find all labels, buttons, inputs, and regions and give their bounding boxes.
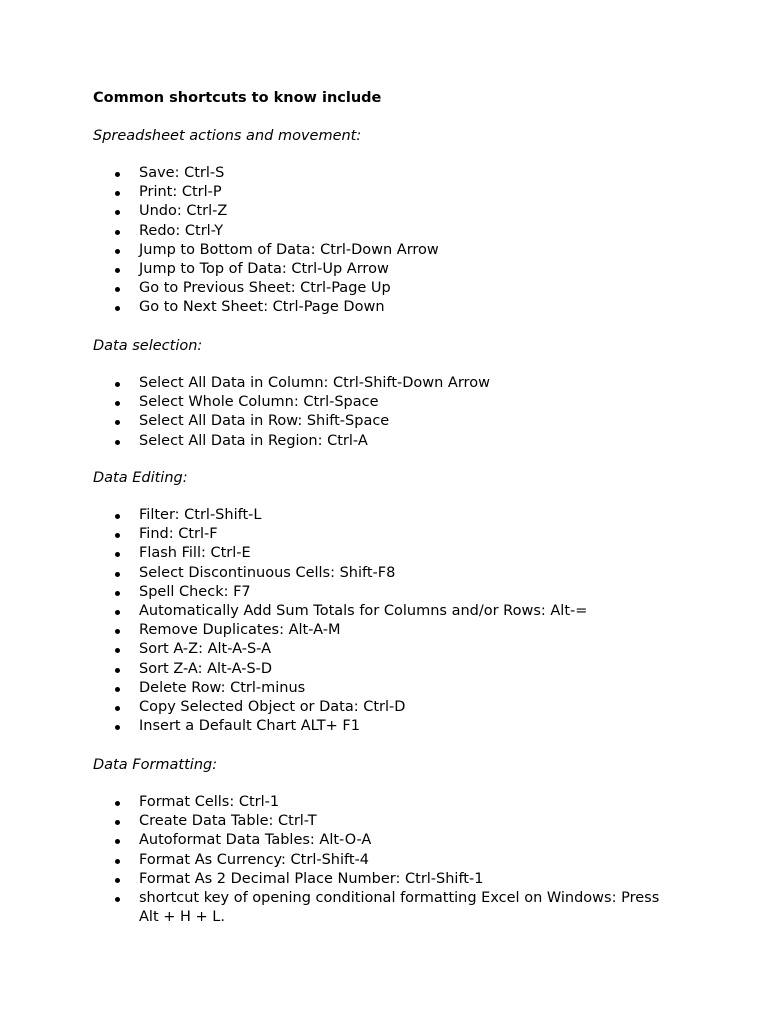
list-item-text: Jump to Bottom of Data: Ctrl-Down Arrow bbox=[139, 241, 439, 258]
bullet-icon bbox=[115, 591, 120, 596]
list-item-text: Jump to Top of Data: Ctrl-Up Arrow bbox=[139, 261, 389, 278]
shortcut-list-data-selection bbox=[0, 374, 768, 451]
bullet-icon bbox=[115, 191, 120, 196]
section-heading-data-editing: Data Editing: bbox=[93, 470, 188, 486]
bullet-icon bbox=[115, 230, 120, 235]
list-item-text: Undo: Ctrl-Z bbox=[139, 203, 228, 220]
list-item-text: Format As 2 Decimal Place Number: Ctrl-Shift-1 bbox=[139, 870, 484, 887]
document-title: Common shortcuts to know include bbox=[93, 90, 382, 106]
bullet-icon bbox=[115, 610, 120, 615]
list-item bbox=[0, 432, 768, 451]
bullet-icon bbox=[115, 687, 120, 692]
list-item-text: Select All Data in Column: Ctrl-Shift-Down Arrow bbox=[139, 375, 490, 391]
bullet-icon bbox=[115, 897, 120, 902]
list-item bbox=[0, 621, 768, 640]
list-item bbox=[0, 812, 768, 831]
list-item bbox=[0, 870, 768, 889]
bullet-icon bbox=[115, 629, 120, 634]
list-item-text: Sort A-Z: Alt-A-S-A bbox=[139, 641, 272, 658]
bullet-icon bbox=[115, 382, 120, 387]
list-item bbox=[0, 679, 768, 698]
bullet-icon bbox=[115, 725, 120, 730]
list-item bbox=[0, 374, 768, 393]
list-item bbox=[0, 241, 768, 260]
list-item-text: Select Whole Column: Ctrl-Space bbox=[139, 394, 379, 411]
list-item bbox=[0, 564, 768, 583]
list-item-text: Create Data Table: Ctrl-T bbox=[139, 813, 317, 830]
bullet-icon bbox=[115, 287, 120, 292]
list-item-text: Insert a Default Chart ALT+ F1 bbox=[139, 718, 360, 735]
bullet-icon bbox=[115, 514, 120, 519]
list-item-text: Remove Duplicates: Alt-A-M bbox=[139, 622, 341, 639]
list-item bbox=[0, 412, 768, 431]
list-item-text: Flash Fill: Ctrl-E bbox=[139, 545, 251, 562]
list-item-text: Sort Z-A: Alt-A-S-D bbox=[139, 660, 273, 677]
list-item bbox=[0, 640, 768, 659]
list-item-text: Select Discontinuous Cells: Shift-F8 bbox=[139, 564, 396, 581]
section-heading-data-selection: Data selection: bbox=[93, 338, 203, 354]
section-heading-data-formatting: Data Formatting: bbox=[93, 757, 218, 773]
list-item bbox=[0, 793, 768, 812]
list-item-text: Automatically Add Sum Totals for Columns and/or Rows: Alt-= bbox=[139, 603, 588, 620]
list-item bbox=[0, 660, 768, 679]
bullet-icon bbox=[115, 859, 120, 864]
bullet-icon bbox=[115, 268, 120, 273]
bullet-icon bbox=[115, 552, 120, 557]
list-item bbox=[0, 583, 768, 602]
list-item bbox=[0, 851, 768, 870]
list-item bbox=[0, 506, 768, 525]
bullet-icon bbox=[115, 839, 120, 844]
list-item-text: Autoformat Data Tables: Alt-O-A bbox=[139, 832, 372, 849]
list-item-text: Copy Selected Object or Data: Ctrl-D bbox=[139, 699, 406, 716]
list-item-text: Select All Data in Region: Ctrl-A bbox=[139, 432, 368, 449]
list-item bbox=[0, 298, 768, 317]
list-item-text: Go to Previous Sheet: Ctrl-Page Up bbox=[139, 280, 391, 297]
list-item bbox=[0, 831, 768, 850]
list-item bbox=[0, 544, 768, 563]
bullet-icon bbox=[115, 572, 120, 577]
list-item bbox=[0, 393, 768, 412]
list-item-text: Save: Ctrl-S bbox=[139, 165, 225, 181]
bullet-icon bbox=[115, 878, 120, 883]
bullet-icon bbox=[115, 668, 120, 673]
shortcut-list-spreadsheet-actions bbox=[0, 164, 768, 318]
bullet-icon bbox=[115, 533, 120, 538]
list-item-text: Filter: Ctrl-Shift-L bbox=[139, 507, 262, 523]
list-item bbox=[0, 260, 768, 279]
list-item-text: Format As Currency: Ctrl-Shift-4 bbox=[139, 851, 370, 868]
bullet-icon bbox=[115, 820, 120, 825]
bullet-icon bbox=[115, 706, 120, 711]
list-item-text: Format Cells: Ctrl-1 bbox=[139, 794, 280, 810]
bullet-icon bbox=[115, 306, 120, 311]
list-item-text: Find: Ctrl-F bbox=[139, 526, 218, 543]
bullet-icon bbox=[115, 401, 120, 406]
bullet-icon bbox=[115, 172, 120, 177]
list-item bbox=[0, 698, 768, 717]
section-heading-spreadsheet-actions: Spreadsheet actions and movement: bbox=[93, 128, 362, 144]
list-item bbox=[0, 279, 768, 298]
bullet-icon bbox=[115, 440, 120, 445]
bullet-icon bbox=[115, 801, 120, 806]
shortcut-list-data-editing bbox=[0, 506, 768, 736]
list-item-text: Delete Row: Ctrl-minus bbox=[139, 679, 306, 696]
list-item bbox=[0, 164, 768, 183]
list-item-text: Redo: Ctrl-Y bbox=[139, 222, 224, 239]
bullet-icon bbox=[115, 420, 120, 425]
list-item-text: Select All Data in Row: Shift-Space bbox=[139, 413, 390, 430]
list-item bbox=[0, 889, 768, 927]
list-item bbox=[0, 183, 768, 202]
shortcut-list-data-formatting bbox=[0, 793, 768, 927]
list-item-text: Spell Check: F7 bbox=[139, 583, 251, 600]
list-item bbox=[0, 222, 768, 241]
bullet-icon bbox=[115, 210, 120, 215]
bullet-icon bbox=[115, 648, 120, 653]
list-item-text: Print: Ctrl-P bbox=[139, 184, 222, 201]
bullet-icon bbox=[115, 249, 120, 254]
list-item bbox=[0, 602, 768, 621]
list-item-text: shortcut key of opening conditional formatting Excel on Windows: Press Alt + H + L. bbox=[139, 890, 660, 926]
list-item-text: Go to Next Sheet: Ctrl-Page Down bbox=[139, 299, 385, 316]
list-item bbox=[0, 717, 768, 736]
list-item bbox=[0, 202, 768, 221]
list-item bbox=[0, 525, 768, 544]
